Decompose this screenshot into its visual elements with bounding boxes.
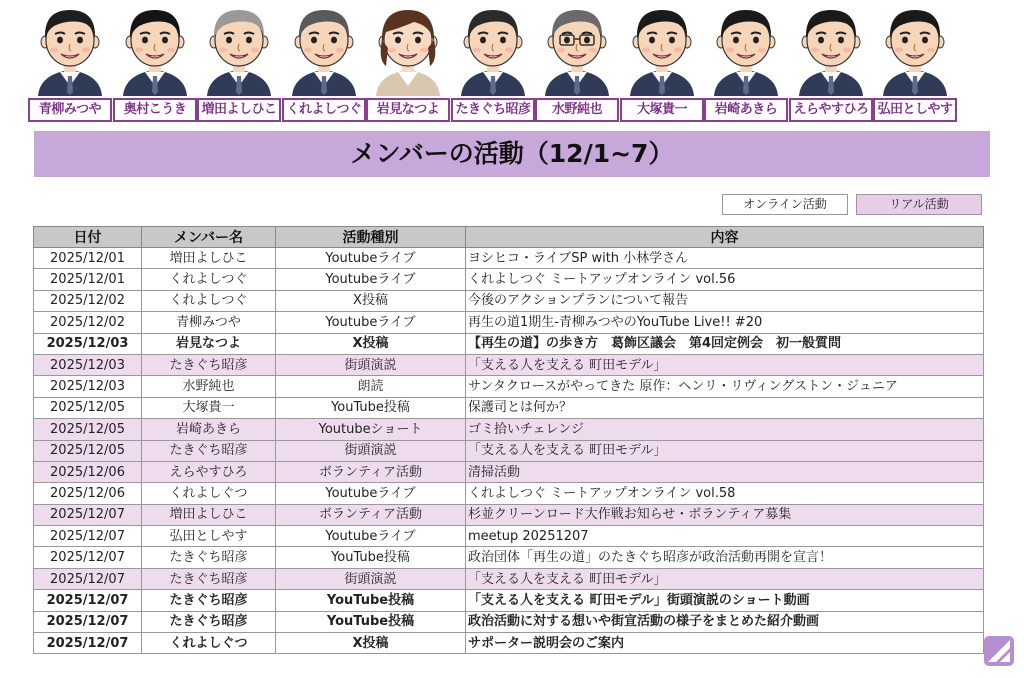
member-name-label: たきぐち昭彦 (451, 98, 535, 122)
member-name-label: 増田よしひこ (197, 98, 281, 122)
table-row (34, 568, 984, 589)
member-avatar (451, 4, 535, 124)
cell-date: 2025/12/07 (34, 633, 142, 654)
cell-activity-type: Youtubeライブ (276, 269, 466, 290)
cell-member: たきぐち昭彦 (142, 590, 276, 611)
table-row (34, 547, 984, 568)
cell-activity-type: YouTube投稿 (276, 397, 466, 418)
member-portrait-icon (877, 4, 953, 96)
cell-content: くれよしつぐ ミートアップオンライン vol.56 (466, 269, 984, 290)
cell-content: 「支える人を支える 町田モデル」 (466, 440, 984, 461)
table-row (34, 354, 984, 375)
cell-activity-type: YouTube投稿 (276, 611, 466, 632)
cell-member: えらやすひろ (142, 461, 276, 482)
cell-member: 水野純也 (142, 376, 276, 397)
cell-member: 増田よしひこ (142, 248, 276, 269)
cell-date: 2025/12/03 (34, 376, 142, 397)
cell-content: サポーター説明会のご案内 (466, 633, 984, 654)
member-name-label: えらやすひろ (789, 98, 873, 122)
cell-member: たきぐち昭彦 (142, 440, 276, 461)
table-row (34, 590, 984, 611)
cell-content: ゴミ拾いチェレンジ (466, 419, 984, 440)
cell-activity-type: X投稿 (276, 633, 466, 654)
table-row (34, 290, 984, 311)
page-title: メンバーの活動（12/1~7） (34, 131, 990, 177)
member-avatar (789, 4, 873, 124)
header-member: メンバー名 (142, 227, 276, 248)
cell-date: 2025/12/06 (34, 483, 142, 504)
member-avatar-strip (28, 4, 968, 124)
cell-member: くれよしぐつ (142, 483, 276, 504)
cell-activity-type: 朗読 (276, 376, 466, 397)
member-portrait-icon (32, 4, 108, 96)
table-row (34, 633, 984, 654)
cell-date: 2025/12/06 (34, 461, 142, 482)
table-row (34, 419, 984, 440)
cell-activity-type: 街頭演説 (276, 354, 466, 375)
member-name-label: 岩崎あきら (704, 98, 788, 122)
cell-date: 2025/12/03 (34, 354, 142, 375)
cell-activity-type: 街頭演説 (276, 440, 466, 461)
member-portrait-icon (708, 4, 784, 96)
table-row (34, 504, 984, 525)
cell-member: たきぐち昭彦 (142, 547, 276, 568)
cell-member: 増田よしひこ (142, 504, 276, 525)
cell-activity-type: ボランティア活動 (276, 461, 466, 482)
member-avatar (28, 4, 112, 124)
member-avatar (113, 4, 197, 124)
table-row (34, 248, 984, 269)
cell-date: 2025/12/03 (34, 333, 142, 354)
cell-date: 2025/12/07 (34, 547, 142, 568)
legend-real: リアル活動 (856, 194, 982, 215)
cell-member: たきぐち昭彦 (142, 568, 276, 589)
cell-content: 杉並クリーンロード大作戦お知らせ・ボランティア募集 (466, 504, 984, 525)
cell-content: 「支える人を支える 町田モデル」街頭演説のショート動画 (466, 590, 984, 611)
table-row (34, 483, 984, 504)
member-name-label: 水野純也 (535, 98, 619, 122)
cell-activity-type: Youtubeライブ (276, 312, 466, 333)
cell-content: ヨシヒコ・ライブSP with 小林学さん (466, 248, 984, 269)
member-portrait-icon (624, 4, 700, 96)
member-avatar (366, 4, 450, 124)
cell-content: 「支える人を支える 町田モデル」 (466, 354, 984, 375)
table-row (34, 376, 984, 397)
member-avatar (535, 4, 619, 124)
member-avatar (704, 4, 788, 124)
activity-table (33, 226, 984, 654)
cell-activity-type: Youtubeショート (276, 419, 466, 440)
member-portrait-icon (455, 4, 531, 96)
cell-date: 2025/12/07 (34, 504, 142, 525)
member-name-label: 弘田としやす (873, 98, 957, 122)
cell-content: くれよしつぐ ミートアップオンライン vol.58 (466, 483, 984, 504)
header-type: 活動種別 (276, 227, 466, 248)
cell-member: くれよしつぐ (142, 290, 276, 311)
cell-content: 「支える人を支える 町田モデル」 (466, 568, 984, 589)
table-row (34, 440, 984, 461)
member-name-label: 岩見なつよ (366, 98, 450, 122)
cell-member: 岩見なつよ (142, 333, 276, 354)
member-name-label: 奥村こうき (113, 98, 197, 122)
cell-member: たきぐち昭彦 (142, 611, 276, 632)
cell-activity-type: 街頭演説 (276, 568, 466, 589)
cell-date: 2025/12/07 (34, 611, 142, 632)
cell-activity-type: YouTube投稿 (276, 590, 466, 611)
cell-activity-type: Youtubeライブ (276, 526, 466, 547)
cell-content: 再生の道1期生-青柳みつやのYouTube Live!! #20 (466, 312, 984, 333)
cell-date: 2025/12/02 (34, 312, 142, 333)
cell-member: 岩崎あきら (142, 419, 276, 440)
cell-member: くれよしぐつ (142, 633, 276, 654)
cell-activity-type: Youtubeライブ (276, 248, 466, 269)
table-row (34, 397, 984, 418)
cell-date: 2025/12/07 (34, 568, 142, 589)
table-row (34, 269, 984, 290)
cell-date: 2025/12/02 (34, 290, 142, 311)
table-row (34, 461, 984, 482)
member-name-label: 青柳みつや (28, 98, 112, 122)
cell-content: 今後のアクションプランについて報告 (466, 290, 984, 311)
cell-date: 2025/12/05 (34, 440, 142, 461)
member-portrait-icon (201, 4, 277, 96)
cell-activity-type: X投稿 (276, 290, 466, 311)
table-row (34, 526, 984, 547)
member-name-label: くれよしつぐ (282, 98, 366, 122)
cell-date: 2025/12/05 (34, 419, 142, 440)
table-body (34, 248, 984, 654)
header-content: 内容 (466, 227, 984, 248)
member-avatar (282, 4, 366, 124)
cell-content: 保護司とは何か？ (466, 397, 984, 418)
cell-date: 2025/12/07 (34, 590, 142, 611)
member-portrait-icon (793, 4, 869, 96)
header-date: 日付 (34, 227, 142, 248)
cell-date: 2025/12/07 (34, 526, 142, 547)
cell-content: 政治団体「再生の道」のたきぐち昭彦が政治活動再開を宣言！ (466, 547, 984, 568)
member-name-label: 大塚貴一 (620, 98, 704, 122)
cell-content: 【再生の道】の歩き方 葛飾区議会 第4回定例会 初一般質問 (466, 333, 984, 354)
table-row (34, 312, 984, 333)
cell-date: 2025/12/01 (34, 248, 142, 269)
cell-member: 大塚貴一 (142, 397, 276, 418)
cell-activity-type: YouTube投稿 (276, 547, 466, 568)
cell-member: 青柳みつや (142, 312, 276, 333)
member-portrait-icon (286, 4, 362, 96)
member-avatar (620, 4, 704, 124)
member-portrait-icon (117, 4, 193, 96)
table-header-row (34, 227, 984, 248)
cell-activity-type: ボランティア活動 (276, 504, 466, 525)
cell-content: 政治活動に対する想いや街宣活動の様子をまとめた紹介動画 (466, 611, 984, 632)
member-portrait-icon (539, 4, 615, 96)
member-avatar (197, 4, 281, 124)
cell-member: たきぐち昭彦 (142, 354, 276, 375)
cell-content: meetup 20251207 (466, 526, 984, 547)
cell-date: 2025/12/01 (34, 269, 142, 290)
legend-online: オンライン活動 (722, 194, 848, 215)
cell-member: 弘田としやす (142, 526, 276, 547)
cell-date: 2025/12/05 (34, 397, 142, 418)
cell-member: くれよしつぐ (142, 269, 276, 290)
cell-activity-type: X投稿 (276, 333, 466, 354)
member-avatar (873, 4, 957, 124)
table-row (34, 333, 984, 354)
cell-content: 清掃活動 (466, 461, 984, 482)
table-row (34, 611, 984, 632)
cell-content: サンタクロースがやってきた 原作：ヘンリ・リヴィングストン・ジュニア (466, 376, 984, 397)
party-logo (984, 636, 1014, 666)
member-portrait-icon (370, 4, 446, 96)
cell-activity-type: Youtubeライブ (276, 483, 466, 504)
